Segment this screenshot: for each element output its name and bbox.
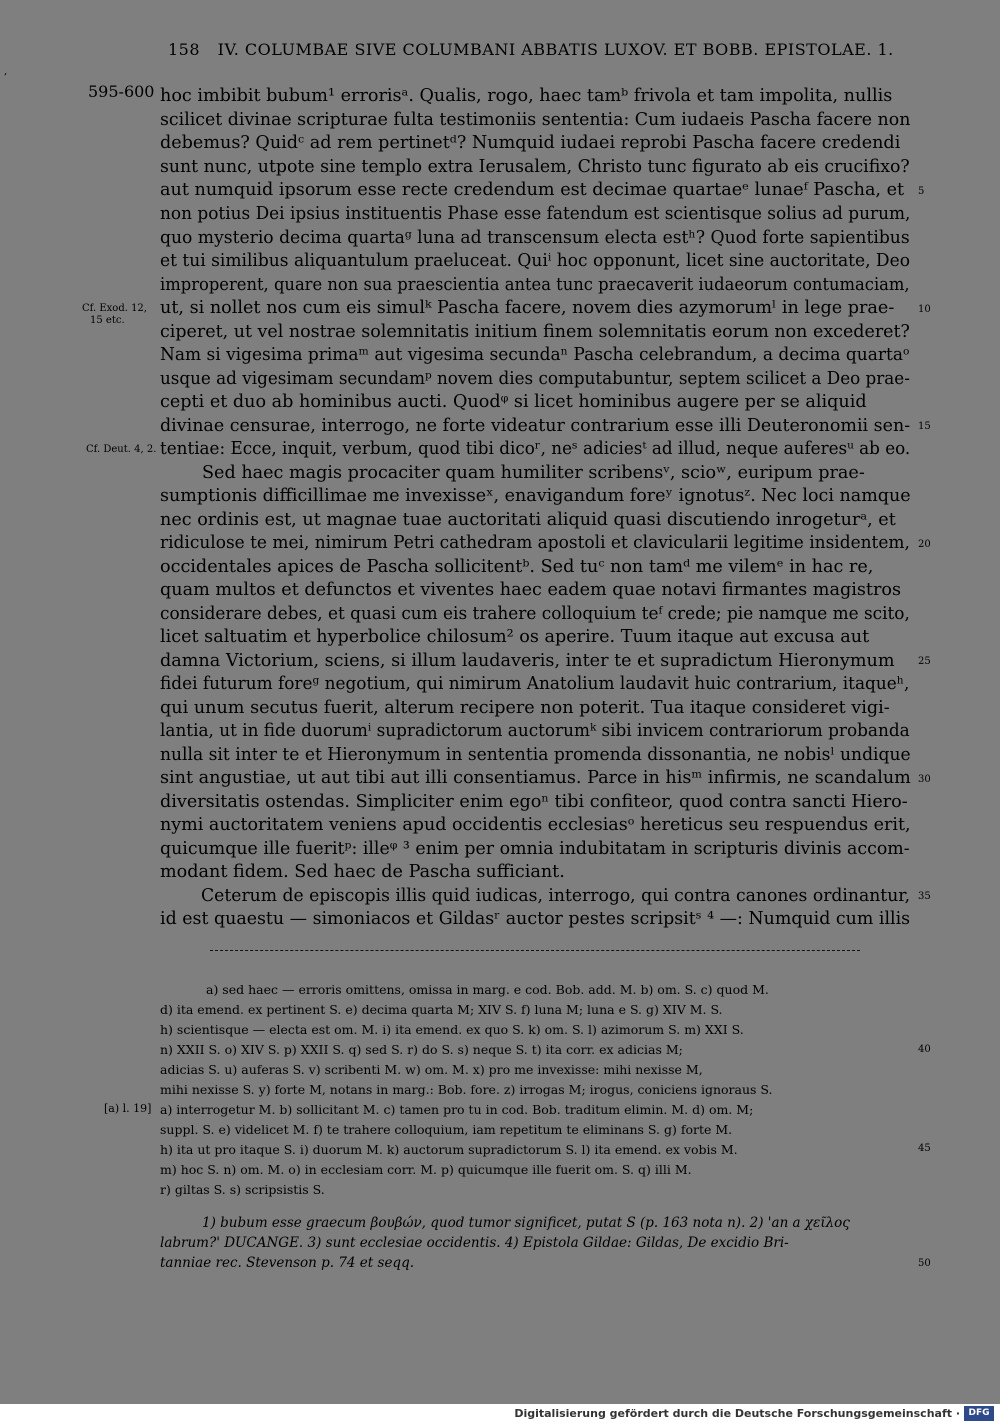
text-line: non potius Dei ipsius instituentis Phase esse fatendum est scientisque solius ad purum, [160, 204, 911, 224]
text-line: nulla sit inter te et Hieronymum in sententia promenda dissonantia, ne nobisˡ undique [160, 745, 911, 765]
text-line: hoc imbibit bubum¹ errorisᵃ. Qualis, rogo, haec tamᵇ frivola et tam impolita, nullis [160, 86, 893, 106]
footnote-line: d) ita emend. ex pertinent S. e) decima quarta M; XIV S. f) luna M; luna e S. g) XIV M. S. [160, 1002, 723, 1017]
footnote-line-number: 50 [918, 1258, 931, 1269]
footnote-line-number: 45 [918, 1143, 931, 1154]
page-number: 158 [168, 40, 201, 59]
footnote-line: n) XXII S. o) XIV S. p) XXII S. q) sed S. r) do S. s) neque S. t) ita corr. ex adicias M; [160, 1042, 683, 1057]
margin-date: 595-600 [88, 82, 155, 101]
footnote-line: h) ita ut pro itaque S. i) duorum M. k) auctorum supradictorum S. l) ita emend. ex vobis M. [160, 1142, 738, 1157]
text-line: sunt nunc, utpote sine templo extra Ierusalem, Christo tunc figurato ab eis crucifixo? [160, 157, 910, 177]
text-line: debemus? Quidᶜ ad rem pertinetᵈ? Numquid iudaei reprobi Pascha facere credendi [160, 133, 901, 153]
dfg-logo: DFG [964, 1406, 994, 1421]
text-line: nymi auctoritatem veniens apud occidentis ecclesiasᵒ hereticus seu respuendus erit, [160, 815, 911, 835]
margin-reference-line: Cf. Exod. 12, [82, 303, 147, 314]
text-line: ciperet, ut vel nostrae solemnitatis initium finem solemnitatis eorum non excederet? [160, 322, 910, 342]
text-line: sint angustiae, ut aut tibi aut illi consentiamus. Parce in hisᵐ infirmis, ne scandalum [160, 768, 911, 788]
text-line: lantia, ut in fide duorumⁱ supradictorum auctorumᵏ sibi invicem contrariorum probanda [160, 721, 910, 741]
text-line: cepti et duo ab hominibus aucti. Quodᵠ si licet hominibus augere per se aliquid [160, 392, 867, 412]
line-number: 15 [918, 421, 931, 432]
text-line: Nam si vigesima primaᵐ aut vigesima secundaⁿ Pascha celebrandum, a decima quartaᵒ [160, 345, 910, 365]
line-number: 20 [918, 539, 931, 550]
note-line: tanniae rec. Stevenson p. 74 et seqq. [160, 1255, 415, 1271]
margin-reference-exodus [82, 303, 160, 327]
text-line: tentiae: Ecce, inquit, verbum, quod tibi dicoʳ, neˢ adiciesᵗ ad illud, neque auferesᵘ ab eo. [160, 439, 911, 459]
margin-reference-deut: Cf. Deut. 4, 2. [86, 444, 157, 455]
footnote-line: m) hoc S. n) om. M. o) in ecclesiam corr. M. p) quicumque ille fuerit om. S. q) illi M. [160, 1162, 692, 1177]
footer-credit: Digitalisierung gefördert durch die Deutsche Forschungsgemeinschaft · [514, 1407, 960, 1420]
text-line: qui unum secutus fuerit, alterum recipere non poterit. Tua itaque consideret vigi- [160, 698, 890, 718]
text-line: licet saltuatim et hyperbolice chilosum² os aperire. Tuum itaque aut excusa aut [160, 627, 870, 647]
text-line: quicumque ille fueritᵖ: illeᵠ ³ enim per omnia indubitatam in scripturis divinis accom- [160, 839, 910, 859]
text-line: aut numquid ipsorum esse recte credendum est decimae quartaeᵉ lunaeᶠ Pascha, et [160, 180, 905, 200]
text-line: ut, si nollet nos cum eis simulᵏ Pascha facere, novem dies azymorumˡ in lege prae- [160, 298, 895, 318]
text-line: usque ad vigesimam secundamᵖ novem dies computabuntur, septem scilicet a Deo prae- [160, 369, 910, 389]
text-line: Ceterum de episcopis illis quid iudicas, interrogo, qui contra canones ordinantur, [201, 886, 911, 906]
note-line: 1) bubum esse graecum βουβών, quod tumor significet, putat S (p. 163 nota n). 2) 'an a χεῖλος [202, 1215, 850, 1231]
note-line: labrum?' DUCANGE. 3) sunt ecclesiae occidentis. 4) Epistola Gildae: Gildas, De excidio Bri- [160, 1235, 789, 1251]
text-line: sumptionis difficillimae me invexisseˣ, enavigandum foreʸ ignotusᶻ. Nec loci namque [160, 486, 911, 506]
footnote-line: adicias S. u) auferas S. v) scribenti M. w) om. M. x) pro me invexisse: mihi nexisse M, [160, 1062, 703, 1077]
line-number: 25 [918, 656, 931, 667]
text-line: Sed haec magis procaciter quam humiliter scribensᵛ, scioʷ, euripum prae- [202, 463, 865, 483]
footnote-line-number: 40 [918, 1044, 931, 1055]
footnote-separator [210, 950, 860, 951]
text-line: modant fidem. Sed haec de Pascha sufficiant. [160, 862, 565, 882]
text-line: divinae censurae, interrogo, ne forte videatur contrarium esse illi Deuteronomii sen- [160, 416, 911, 436]
text-line: damna Victorium, sciens, si illum laudaveris, inter te et supradictum Hieronymum [160, 651, 895, 671]
margin-reference-line: 15 etc. [90, 315, 125, 326]
text-line: id est quaestu — simoniacos et Gildasʳ auctor pestes scripsitˢ ⁴ —: Numquid cum illis [160, 909, 911, 929]
footnote-line: mihi nexisse S. y) forte M, notans in marg.: Bob. fore. z) irrogas M; irogus, coniciens ignoraus S. [160, 1082, 773, 1097]
text-line: quo mysterio decima quartaᵍ luna ad transcensum electa estʰ? Quod forte sapientibus [160, 228, 910, 248]
text-line: scilicet divinae scripturae fulta testimoniis sententia: Cum iudaeis Pascha facere non [160, 110, 911, 130]
footnote-margin-reference: [a) l. 19] [104, 1102, 152, 1115]
text-line: diversitatis ostendas. Simpliciter enim egoⁿ tibi confiteor, quod contra sancti Hiero- [160, 792, 908, 812]
footnote-line: a) sed haec — erroris omittens, omissa in marg. e cod. Bob. add. M. b) om. S. c) quod M. [206, 982, 769, 997]
footnote-line: h) scientisque — electa est om. M. i) ita emend. ex quo S. k) om. S. l) azimorum S. m) XXI S. [160, 1022, 744, 1037]
text-line: nec ordinis est, ut magnae tuae auctoritati aliquid quasi discutiendo inrogeturᵃ, et [160, 510, 896, 530]
text-line: quam multos et defunctos et viventes haec eadem quae notavi firmantes magistros [160, 580, 901, 600]
line-number: 5 [918, 186, 925, 197]
text-line: et tui similibus aliquantulum praeluceat. Quiⁱ hoc opponunt, licet sine auctoritate, Deo [160, 251, 911, 271]
footnote-line: suppl. S. e) videlicet M. f) te trahere colloquium, iam repetitum te eliminans S. g) forte M. [160, 1122, 733, 1137]
page-header [168, 40, 894, 59]
text-line: improperent, quare non sua praescientia antea tunc praecaverit iudaeorum contumaciam, [160, 275, 910, 295]
running-title: IV. COLUMBAE SIVE COLUMBANI ABBATIS LUXOV. ET BOBB. EPISTOLAE. 1. [217, 40, 894, 59]
footnote-line: a) interrogetur M. b) sollicitant M. c) tamen pro tu in cod. Bob. traditum elimin. M. d) om. M; [160, 1102, 754, 1117]
corner-mark: , [4, 66, 8, 77]
text-line: fidei futurum foreᵍ negotium, qui nimirum Anatolium laudavit huic contrarium, itaqueʰ, [160, 674, 910, 694]
line-number: 30 [918, 774, 931, 785]
text-line: considerare debes, et quasi cum eis trahere colloquium teᶠ crede; pie namque me scito, [160, 604, 910, 624]
line-number: 35 [918, 891, 931, 902]
line-number: 10 [918, 304, 931, 315]
text-line: ridiculose te mei, nimirum Petri cathedram apostoli et clavicularii legitime insidentem, [160, 533, 910, 553]
text-line: occidentales apices de Pascha sollicitentᵇ. Sed tuᶜ non tamᵈ me vilemᵉ in hac re, [160, 557, 874, 577]
footnote-line: r) giltas S. s) scripsistis S. [160, 1182, 325, 1197]
